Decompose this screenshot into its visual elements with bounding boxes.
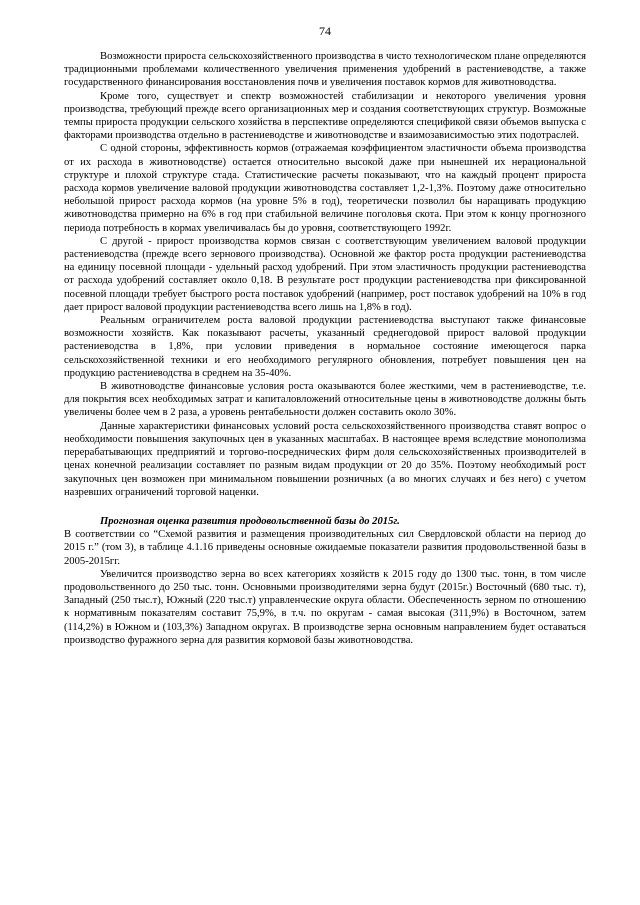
document-body — [64, 50, 586, 647]
paragraph: Увеличится производство зерна во всех категориях хозяйств к 2015 году до 1300 тыс. тонн, в том числе продовольственного до 250 тыс. тонн. Основными производителями зерна будут (2015г.) Восточный (680 тыс. т), Западный (250 тыс.т), Южный (220 тыс.т) управленческие округа области. Обеспеченность зерном по отношению к нормативным показателям составит 75,9%, в т.ч. по округам - самая высокая (311,9%) в Восточном, затем (114,2%) в Южном и (103,3%) Западном округах. В производстве зерна основным направлением будет оставаться производство фуражного зерна для развития кормовой базы животноводства. — [64, 568, 586, 646]
paragraph: С одной стороны, эффективность кормов (отражаемая коэффициентом эластичности объема производства от их расхода в животноводстве) остается относительно высокой даже при нынешней их нерациональной структуре и плохой структуре стада. Статистические расчеты показывают, что на каждый процент прироста расхода кормов увеличение валовой продукции животноводства составляет 1,2-1,3%. Поэтому даже относительно небольшой прирост расхода кормов (на уровне 5% в год), теоретически позволил бы наращивать продукцию животноводства примерно на 6% в год при стабильной величине поголовья скота. При этом к концу прогнозного периода потребность в кормах увеличивалась бы до уровня, соответствующего 1992г. — [64, 143, 586, 234]
paragraph: С другой - прирост производства кормов связан с соответствующим увеличением валовой продукции растениеводства (прежде всего зернового производства). Основной же фактор роста продукции растениеводства на единицу посевной площади - удельный расход удобрений. При этом эластичность продукции растениеводства от расхода удобрений составляет около 0,18. В результате рост продукции растениеводства при фиксированной посевной площади требует быстрого роста поставок удобрений (например, рост поставок удобрений на 10% в год дает прирост валовой продукции растениеводства всего лишь на 1,8% в год). — [64, 235, 586, 313]
section-heading: Прогнозная оценка развития продовольственной базы до 2015г. — [100, 515, 400, 527]
page-number: 74 — [319, 24, 331, 38]
paragraph: В животноводстве финансовые условия роста оказываются более жесткими, чем в растениеводстве, т.е. для покрытия всех необходимых затрат и капиталовложений относительные цены в животноводстве должны быть увеличены более чем в 2 раза, а уровень рентабельности должен составить около 30%. — [64, 381, 586, 419]
paragraph: Данные характеристики финансовых условий роста сельскохозяйственного производства ставят вопрос о необходимости повышения закупочных цен в указанных масштабах. В настоящее время вследствие монополизма перерабатывающих предприятий и торгово-посреднических фирм доля сельскохозяйственных производителей в ценах конечной реализации составляет по разным видам продукции от 20 до 35%. Поэтому необходимый рост закупочных цен возможен при минимальном повышении розничных (а во многих случаях и без него) с учетом назревших ограничений торговой наценки. — [64, 420, 586, 498]
paragraph: Кроме того, существует и спектр возможностей стабилизации и некоторого увеличения уровня производства, требующий прежде всего организационных мер и создания соответствующих структур. Возможные темпы прироста продукции сельского хозяйства в перспективе определяются спецификой связи объемов выпуска с факторами производства отдельно в растениеводстве и животноводстве и взаимозависимостью этих подотраслей. — [64, 90, 586, 142]
paragraph: В соответствии со “Схемой развития и размещения производительных сил Свердловской области на период до 2015 г.” (том 3), в таблице 4.1.16 приведены основные ожидаемые показатели развития продовольственной базы в 2005-2015гг. — [64, 529, 586, 567]
paragraph: Возможности прироста сельскохозяйственного производства в чисто технологическом плане определяются традиционными проблемами количественного увеличения применения удобрений в растениеводстве, а также государственного финансирования восстановления почв и увеличения поставок кормов для животноводства. — [64, 51, 586, 89]
paragraph: Реальным ограничителем роста валовой продукции растениеводства выступают также финансовые возможности хозяйств. Как показывают расчеты, указанный среднегодовой прирост валовой продукции растениеводства в 1,8%, при условии приведения в нормальное состояние имеющегося парка сельскохозяйственной техники и его необходимого регулярного обновления, потребует повышения цен на продукцию растениеводства в среднем на 35-40%. — [64, 315, 586, 379]
